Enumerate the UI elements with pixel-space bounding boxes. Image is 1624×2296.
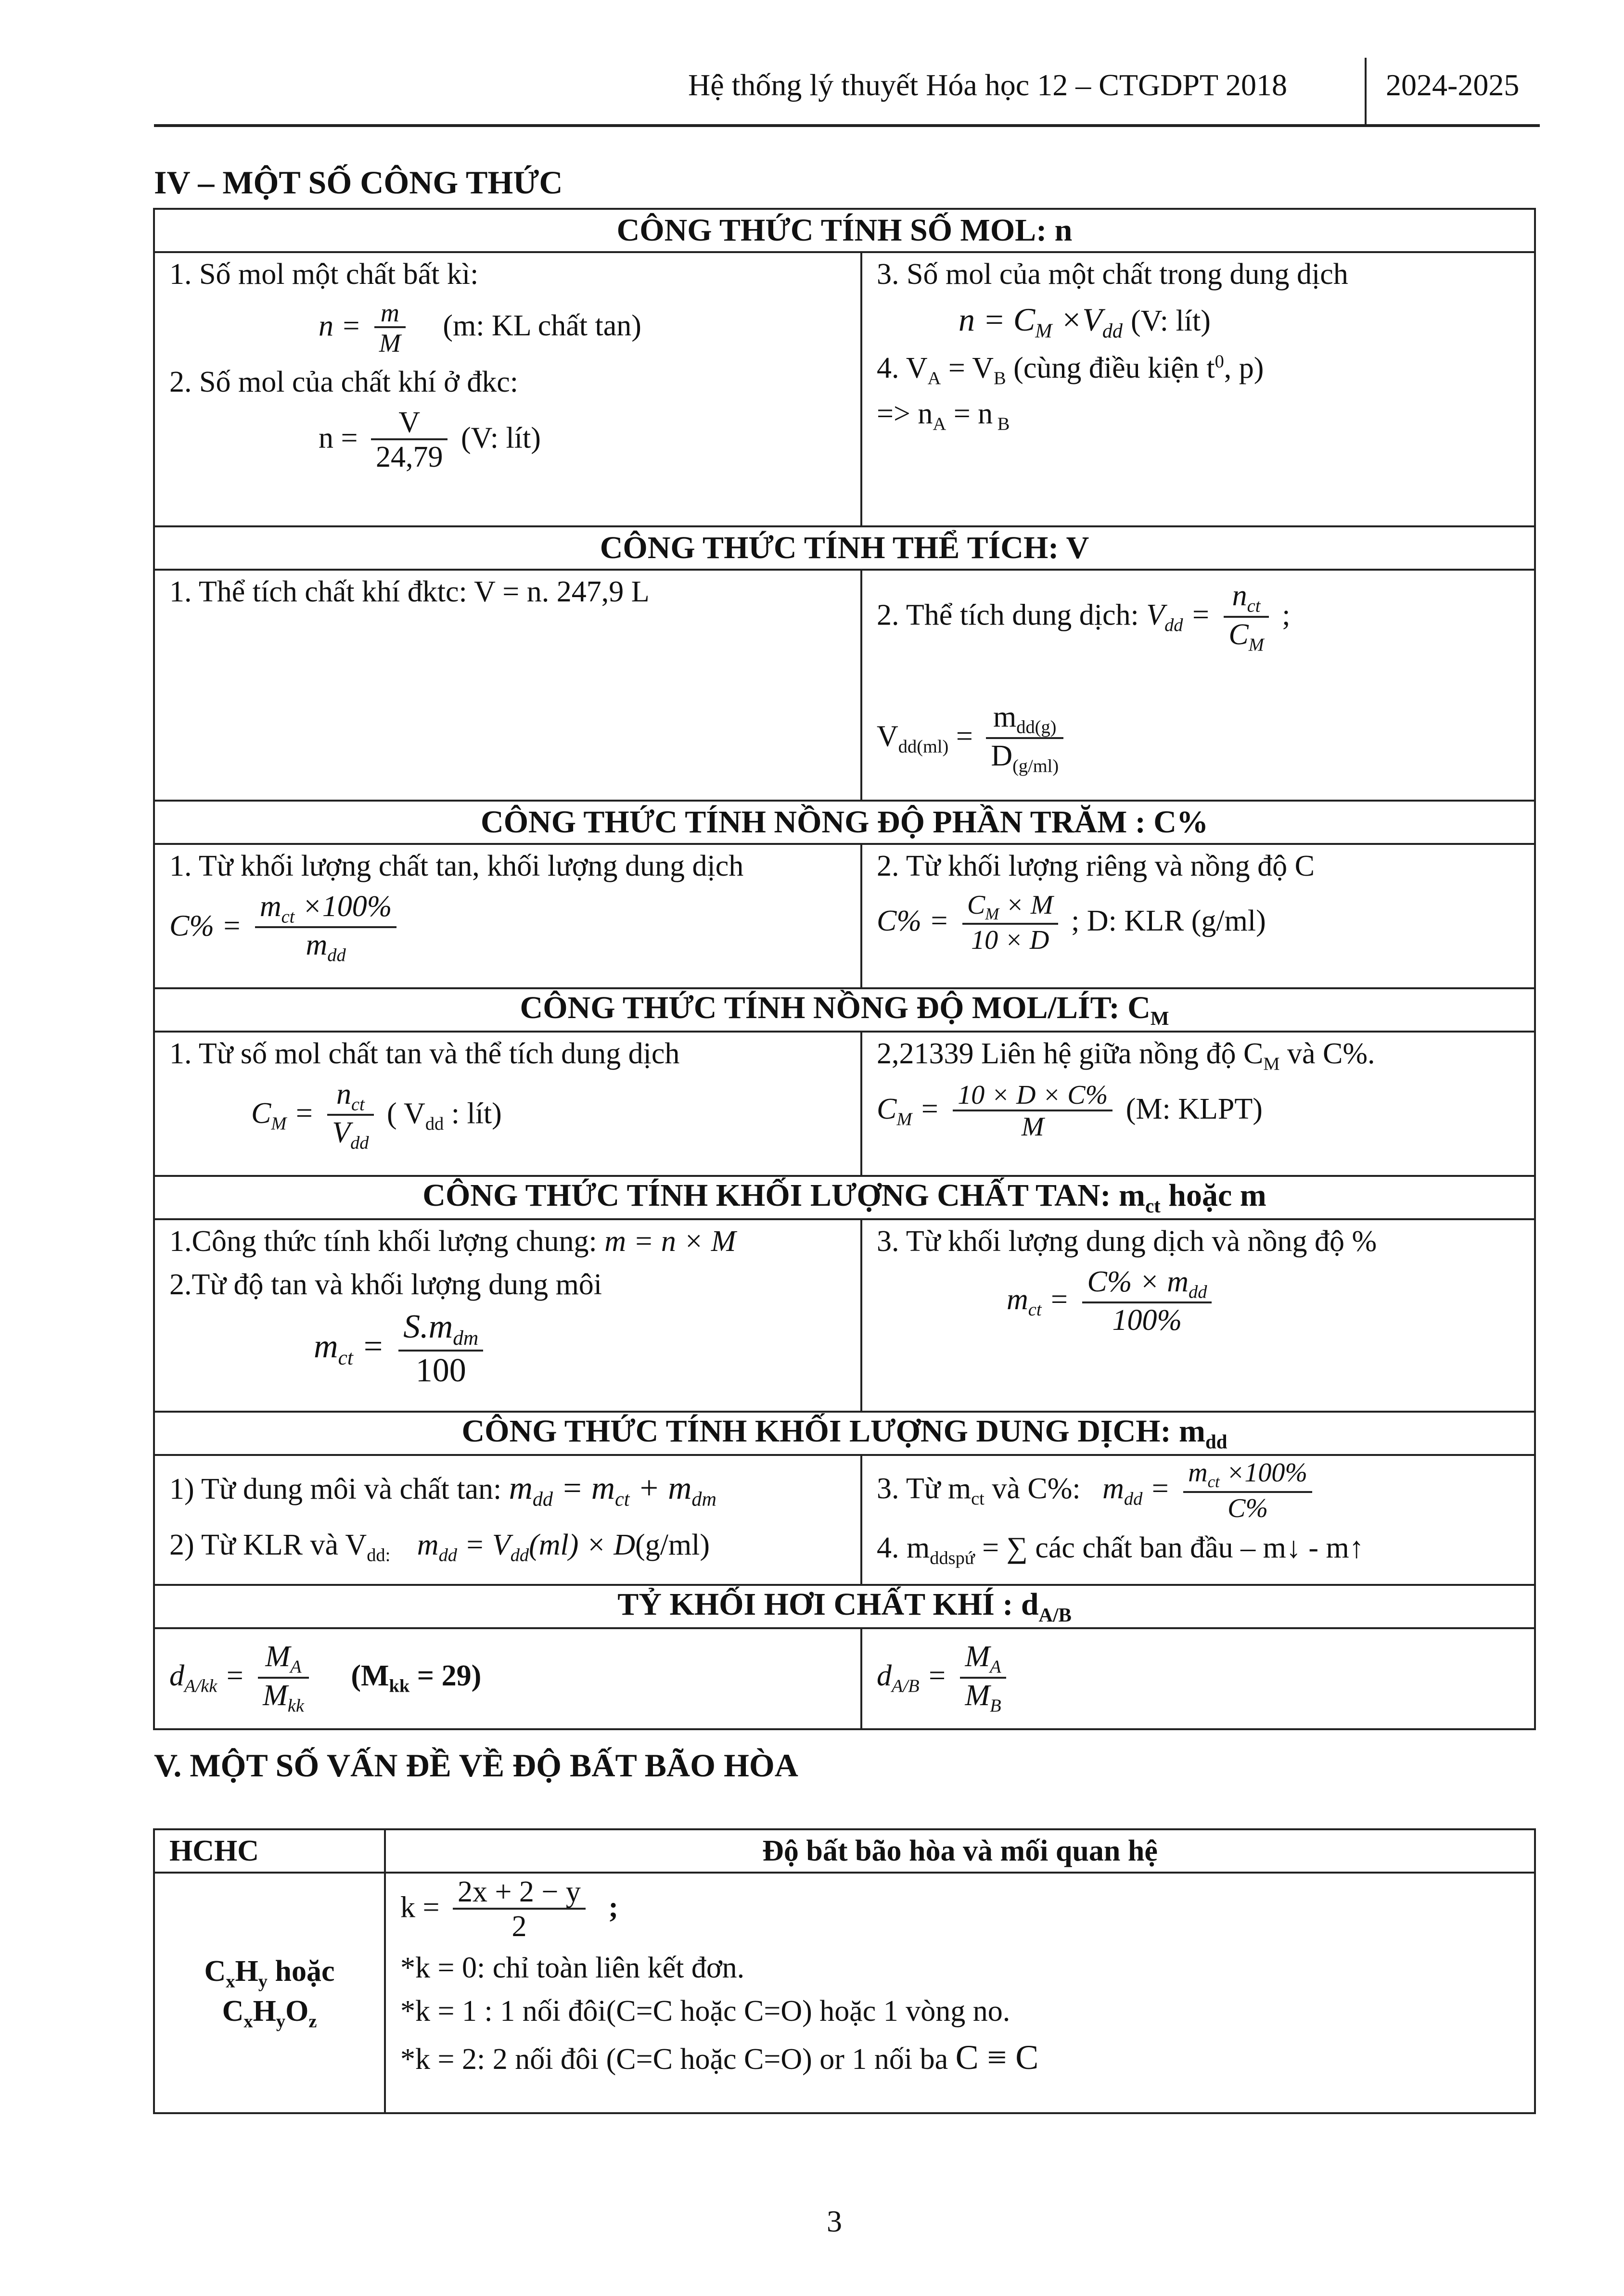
mol-left-cell bbox=[154, 252, 861, 526]
page-number: 3 bbox=[827, 2204, 842, 2238]
mol-right-line-2: 4. $V_A = V_B$ (cùng điều kiện $t^0$, p) bbox=[877, 351, 1264, 389]
header-year: 2024-2025 bbox=[1386, 68, 1520, 102]
mol-formula-2: n = $\frac{V}{24,79}$ (V: lít) bbox=[319, 406, 541, 473]
vol-left-cell bbox=[154, 570, 861, 801]
col-header-relation: Độ bất bão hòa và mối quan hệ bbox=[385, 1829, 1535, 1873]
soln-right-line-2: 4. $m_{ddspứ}$ = ∑ các chất ban đầu – m↓ - m↑ bbox=[877, 1531, 1364, 1569]
pct-left-cell bbox=[154, 844, 861, 988]
k-formula: k = $\frac{2x + 2 - y}{2}$ ; bbox=[400, 1875, 619, 1943]
pct-right-cell bbox=[861, 844, 1535, 988]
density-right-formula: $d_{A/B}$ = $\frac{M_A}{M_B}$ bbox=[862, 1638, 1534, 1719]
solute-right-formula: $m_{ct}$ = $\frac{C\% \times m_{dd}}{100\%}$ bbox=[862, 1263, 1534, 1341]
vol-right-formula-1: 2. Thể tích dung dịch: $V_{dd}$ = $\frac{n_{ct}}{C_M}$ ; bbox=[877, 579, 1291, 655]
mol-formula-1: n = $\frac{m}{M}$ (m: KL chất tan) bbox=[319, 298, 641, 358]
pct-right-line-1: 2. Từ khối lượng riêng và nồng độ C bbox=[877, 850, 1315, 882]
compound-2: $C_xH_yO_z$ bbox=[222, 1995, 317, 2032]
header-title: Hệ thống lý thuyết Hóa học 12 – CTGDPT 2018 bbox=[688, 68, 1287, 102]
vol-line-1: 1. Thể tích chất khí đktc: V = n. 247,9 L bbox=[169, 575, 650, 608]
k-bullet-3: *k = 2: 2 nối đôi (C=C hoặc C=O) or 1 nối ba C ≡ C bbox=[400, 2038, 1039, 2077]
density-right-cell bbox=[861, 1628, 1535, 1729]
soln-right-cell bbox=[861, 1455, 1535, 1585]
compound-cell bbox=[154, 1873, 385, 2113]
molar-left-formula: $C_M$ = $\frac{n_{ct}}{V_{dd}}$ ( $V_{dd}$ : lít) bbox=[251, 1077, 502, 1153]
solute-left-formula: $m_{ct}$ = $\frac{S.m_{dm}}{100}$ bbox=[155, 1306, 860, 1393]
section-5-title: V. MỘT SỐ VẤN ĐỀ VỀ ĐỘ BẤT BÃO HÒA bbox=[154, 1747, 798, 1784]
solute-line-1: 1.Công thức tính khối lượng chung: m = n × M bbox=[169, 1225, 736, 1258]
solute-right-line-1: 3. Từ khối lượng dung dịch và nồng độ % bbox=[877, 1225, 1377, 1258]
mol-right-line-3: => $n_A = n$ $_B$ bbox=[877, 397, 1010, 434]
solute-line-2: 2.Từ độ tan và khối lượng dung môi bbox=[169, 1268, 602, 1301]
mol-section-title: CÔNG THỨC TÍNH SỐ MOL: n bbox=[154, 209, 1535, 252]
section-4-title: IV – MỘT SỐ CÔNG THỨC bbox=[154, 164, 563, 201]
vol-section-title: CÔNG THỨC TÍNH THỂ TÍCH: V bbox=[154, 526, 1535, 570]
molar-line-1: 1. Từ số mol chất tan và thể tích dung dịch bbox=[169, 1037, 680, 1070]
k-bullet-2: *k = 1 : 1 nối đôi(C=C hoặc C=O) hoặc 1 vòng no. bbox=[400, 1994, 1010, 2028]
vol-right-formula-2: $V_{dd(ml)}$ = $\frac{m_{dd(g)}}{D_{(g/ml)}}$ bbox=[862, 658, 1534, 779]
mol-line-2: 2. Số mol của chất khí ở đkc: bbox=[169, 366, 518, 399]
unsaturation-table bbox=[153, 1828, 1536, 2114]
header-separator bbox=[1365, 58, 1367, 125]
compound-1: $C_xH_y$ hoặc bbox=[204, 1954, 335, 1991]
k-bullet-1: *k = 0: chỉ toàn liên kết đơn. bbox=[400, 1952, 745, 1985]
molar-right-cell bbox=[861, 1032, 1535, 1176]
solute-right-cell bbox=[861, 1219, 1535, 1412]
mol-right-formula: $n = C_M \times V_{dd}$ (V: lít) bbox=[959, 301, 1211, 343]
pct-right-formula: C% = $\frac{C_M \times M}{10 \times D}$ ; D: KLR (g/ml) bbox=[877, 890, 1266, 956]
mol-right-line-1: 3. Số mol của một chất trong dung dịch bbox=[877, 258, 1348, 291]
header-rule bbox=[154, 124, 1540, 127]
mol-line-1: 1. Số mol một chất bất kì: bbox=[169, 258, 479, 291]
density-left-formula: $d_{A/kk}$ = $\frac{M_A}{M_{kk}}$ $(M_{kk} = 29)$ bbox=[169, 1640, 482, 1716]
molar-section-title: CÔNG THỨC TÍNH NỒNG ĐỘ MOL/LÍT: $C_M$ bbox=[154, 988, 1535, 1032]
solute-section-title: CÔNG THỨC TÍNH KHỐI LƯỢNG CHẤT TAN: $m_{ct}$ hoặc m bbox=[154, 1176, 1535, 1219]
molar-left-cell bbox=[154, 1032, 861, 1176]
density-section-title: TỶ KHỐI HƠI CHẤT KHÍ : $d_{A/B}$ bbox=[154, 1585, 1535, 1628]
soln-right-formula: 3. Từ $m_{ct}$ và C%: $m_{dd}$ = $\frac{m_{ct} \times 100\%}{C\%}$ bbox=[862, 1456, 1534, 1527]
pct-left-formula: C% = $\frac{m_{ct} \times 100\%}{m_{dd}}$ bbox=[155, 888, 860, 969]
formula-table bbox=[153, 208, 1536, 1730]
soln-left-cell bbox=[154, 1455, 861, 1585]
pct-line-1: 1. Từ khối lượng chất tan, khối lượng dung dịch bbox=[169, 850, 744, 882]
soln-line-2: 2) Từ KLR và $V_{dd:}$ $m_{dd} = V_{dd}(ml) \times D(g/ml)$ bbox=[169, 1529, 710, 1566]
soln-section-title: CÔNG THỨC TÍNH KHỐI LƯỢNG DUNG DỊCH: $m_{dd}$ bbox=[154, 1412, 1535, 1455]
molar-right-formula: $C_M$ = $\frac{10 \times D \times C\%}{M}$ (M: KLPT) bbox=[877, 1080, 1263, 1142]
molar-right-line-1: 2,21339 Liên hệ giữa nồng độ $C_M$ và C%. bbox=[877, 1037, 1375, 1074]
col-header-hchc: HCHC bbox=[154, 1829, 385, 1873]
pct-section-title: CÔNG THỨC TÍNH NỒNG ĐỘ PHẦN TRĂM : C% bbox=[154, 801, 1535, 844]
vol-right-cell bbox=[861, 570, 1535, 801]
soln-line-1: 1) Từ dung môi và chất tan: $m_{dd} = m_{ct} + m_{dm}$ bbox=[169, 1469, 716, 1511]
solute-left-cell bbox=[154, 1219, 861, 1412]
mol-right-cell bbox=[861, 252, 1535, 526]
density-left-cell bbox=[154, 1628, 861, 1729]
relation-cell bbox=[385, 1873, 1535, 2113]
